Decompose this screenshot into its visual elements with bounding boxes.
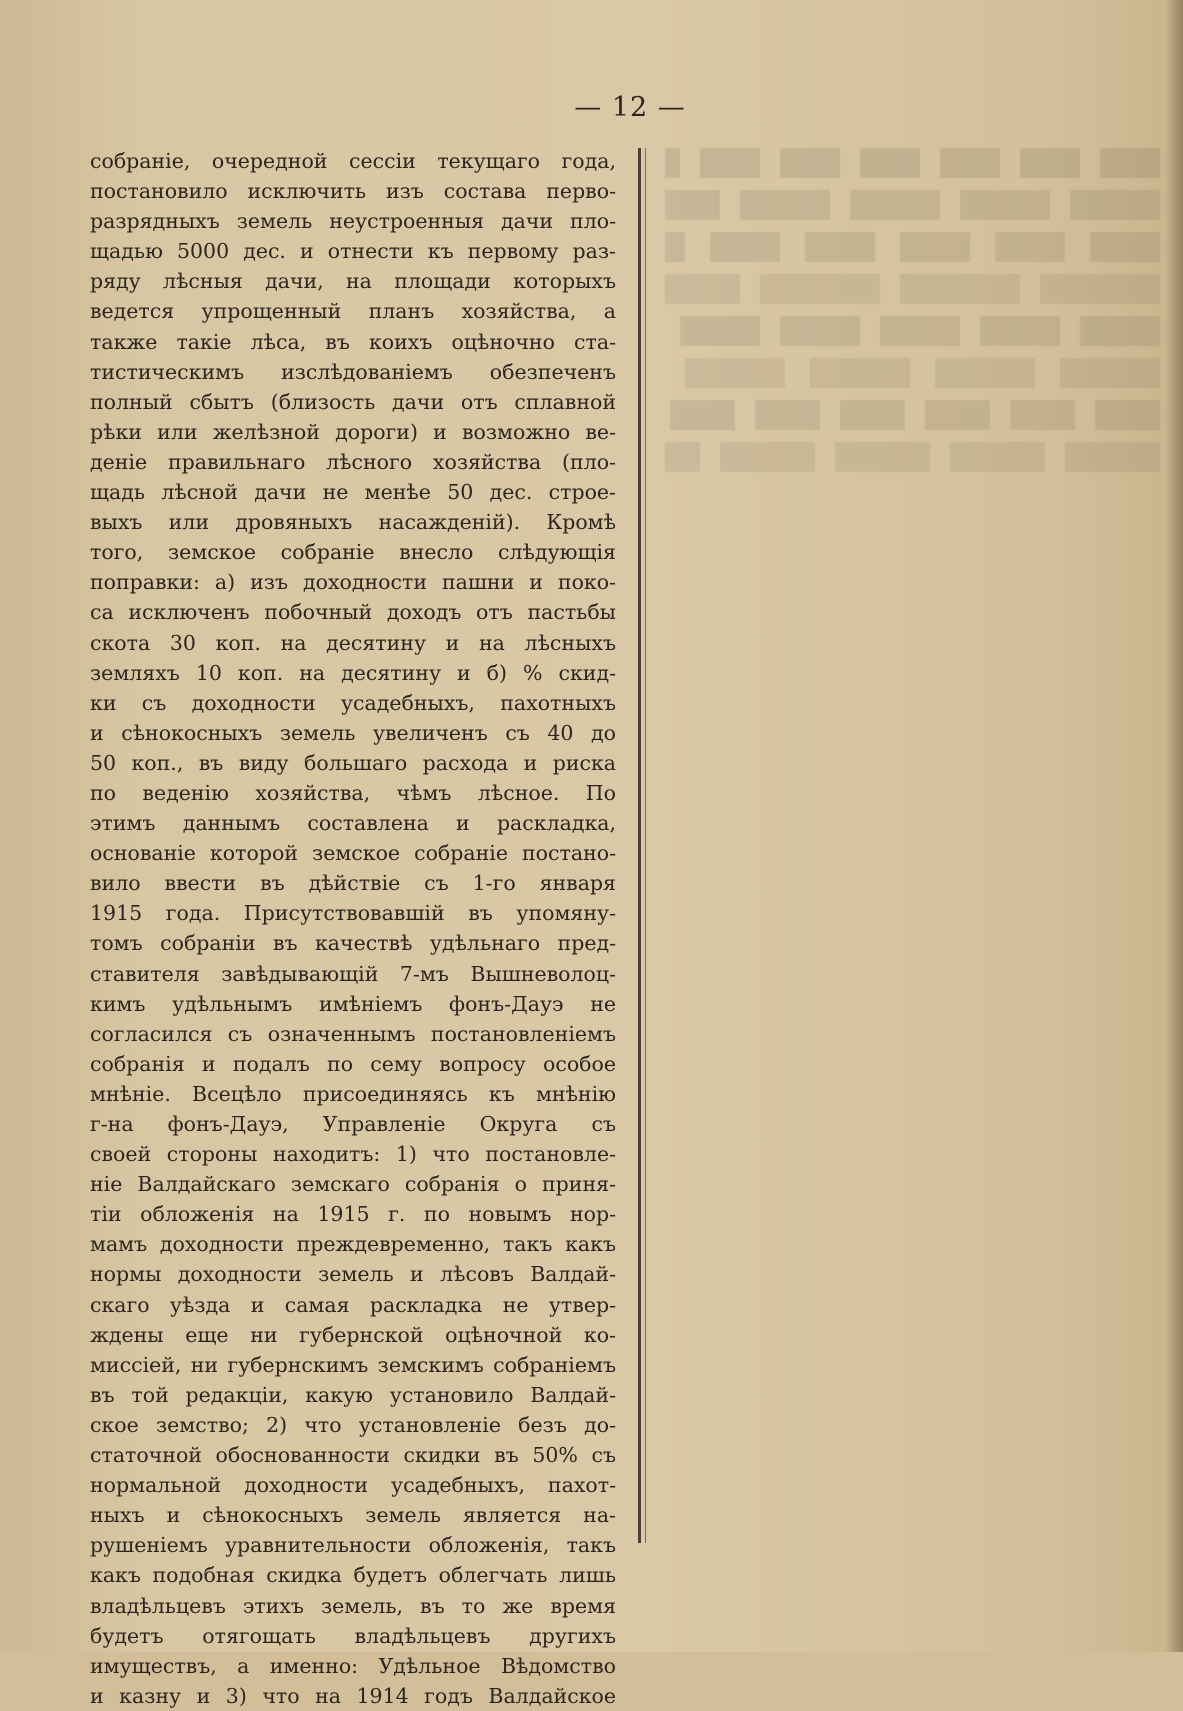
text-line: по веденію хозяйства, чѣмъ лѣсное. По [90, 780, 616, 805]
column-divider-thin [645, 148, 646, 1543]
text-line: 1915 года. Присутствовавшій въ упомяну- [90, 901, 616, 926]
text-line: скаго уѣзда и самая раскладка не утвер- [90, 1292, 616, 1317]
text-line: постановило исключить изъ состава перво- [90, 179, 616, 204]
text-line: мамъ доходности преждевременно, такъ какъ [90, 1232, 616, 1257]
text-line: ки съ доходности усадебныхъ, пахотныхъ [90, 690, 616, 715]
text-line: этимъ даннымъ составлена и раскладка, [90, 811, 616, 836]
text-line: въ той редакціи, какую установило Валдай- [90, 1382, 616, 1407]
text-line: ское земство; 2) что установленіе безъ до- [90, 1412, 616, 1437]
text-line: ряду лѣсныя дачи, на площади которыхъ [90, 269, 616, 294]
text-line: собранія и подалъ по сему вопросу особое [90, 1051, 616, 1076]
text-line: нормальной доходности усадебныхъ, пахот- [90, 1473, 616, 1498]
text-line: тіи обложенія на 1915 г. по новымъ нор- [90, 1202, 616, 1227]
text-line: ждены еще ни губернской оцѣночной ко- [90, 1322, 616, 1347]
text-line: будетъ отягощать владѣльцевъ другихъ [90, 1623, 616, 1648]
page-number: — 12 — [574, 92, 686, 123]
column-divider [638, 148, 641, 1543]
text-line: са исключенъ побочный доходъ отъ пастьбы [90, 600, 616, 625]
text-column [90, 146, 616, 1711]
text-line: щадью 5000 дес. и отнести къ первому раз- [90, 239, 616, 264]
text-line: ніе Валдайскаго земскаго собранія о приня- [90, 1172, 616, 1197]
text-line: земляхъ 10 коп. на десятину и б) % скид- [90, 660, 616, 685]
text-line: тистическимъ изслѣдованіемъ обезпеченъ [90, 359, 616, 384]
text-line: ставителя завѣдывающій 7-мъ Вышневолоц- [90, 961, 616, 986]
text-line: кимъ удѣльнымъ имѣніемъ фонъ-Дауэ не [90, 991, 616, 1016]
text-line: скота 30 коп. на десятину и на лѣсныхъ [90, 630, 616, 655]
text-line: своей стороны находитъ: 1) что постановле- [90, 1142, 616, 1167]
text-line: статочной обоснованности скидки въ 50% съ [90, 1443, 616, 1468]
text-line: г-на фонъ-Дауэ, Управленіе Округа съ [90, 1112, 616, 1136]
text-line: деніе правильнаго лѣсного хозяйства (пло- [90, 449, 616, 474]
text-line: ныхъ и сѣнокосныхъ земель является на- [90, 1503, 616, 1528]
text-line: нормы доходности земель и лѣсовъ Валдай- [90, 1262, 616, 1287]
text-line: вило ввести въ дѣйствіе съ 1-го января [90, 871, 616, 896]
text-line: владѣльцевъ этихъ земель, въ то же время [90, 1593, 616, 1618]
text-line: разрядныхъ земель неустроенныя дачи пло- [90, 209, 616, 234]
text-line: основаніе которой земское собраніе постано- [90, 841, 616, 866]
text-line: какъ подобная скидка будетъ облегчать лишь [90, 1563, 616, 1588]
text-line: и сѣнокосныхъ земель увеличенъ съ 40 до [90, 720, 616, 745]
text-line: томъ собраніи въ качествѣ удѣльнаго пред- [90, 931, 616, 956]
page-edge-shadow [1165, 0, 1183, 1652]
text-line: и казну и 3) что на 1914 годъ Валдайское [90, 1683, 616, 1708]
text-line: поправки: а) изъ доходности пашни и поко- [90, 570, 616, 595]
text-line: имуществъ, а именно: Удѣльное Вѣдомство [90, 1653, 616, 1678]
text-line: 50 коп., въ виду большаго расхода и риска [90, 750, 616, 775]
text-line: рѣки или желѣзной дороги) и возможно ве- [90, 419, 616, 444]
text-line: рушеніемъ уравнительности обложенія, такъ [90, 1533, 616, 1558]
text-line: мнѣніе. Всецѣло присоединяясь къ мнѣнію [90, 1081, 616, 1106]
text-line: ведется упрощенный планъ хозяйства, а [90, 299, 616, 324]
text-line: согласился съ означеннымъ постановленіемъ [90, 1021, 616, 1046]
text-line: миссіей, ни губернскимъ земскимъ собраніемъ [90, 1352, 616, 1377]
text-line: также такіе лѣса, въ коихъ оцѣночно ста- [90, 329, 616, 354]
text-line: полный сбытъ (близость дачи отъ сплавной [90, 389, 616, 414]
bleed-through-texture [665, 148, 1160, 1568]
text-line: выхъ или дровяныхъ насажденій). Кромѣ [90, 510, 616, 535]
text-line: щадь лѣсной дачи не менѣе 50 дес. строе- [90, 480, 616, 505]
text-line: собраніе, очередной сессіи текущаго года, [90, 149, 616, 173]
text-line: того, земское собраніе внесло слѣдующія [90, 540, 616, 565]
